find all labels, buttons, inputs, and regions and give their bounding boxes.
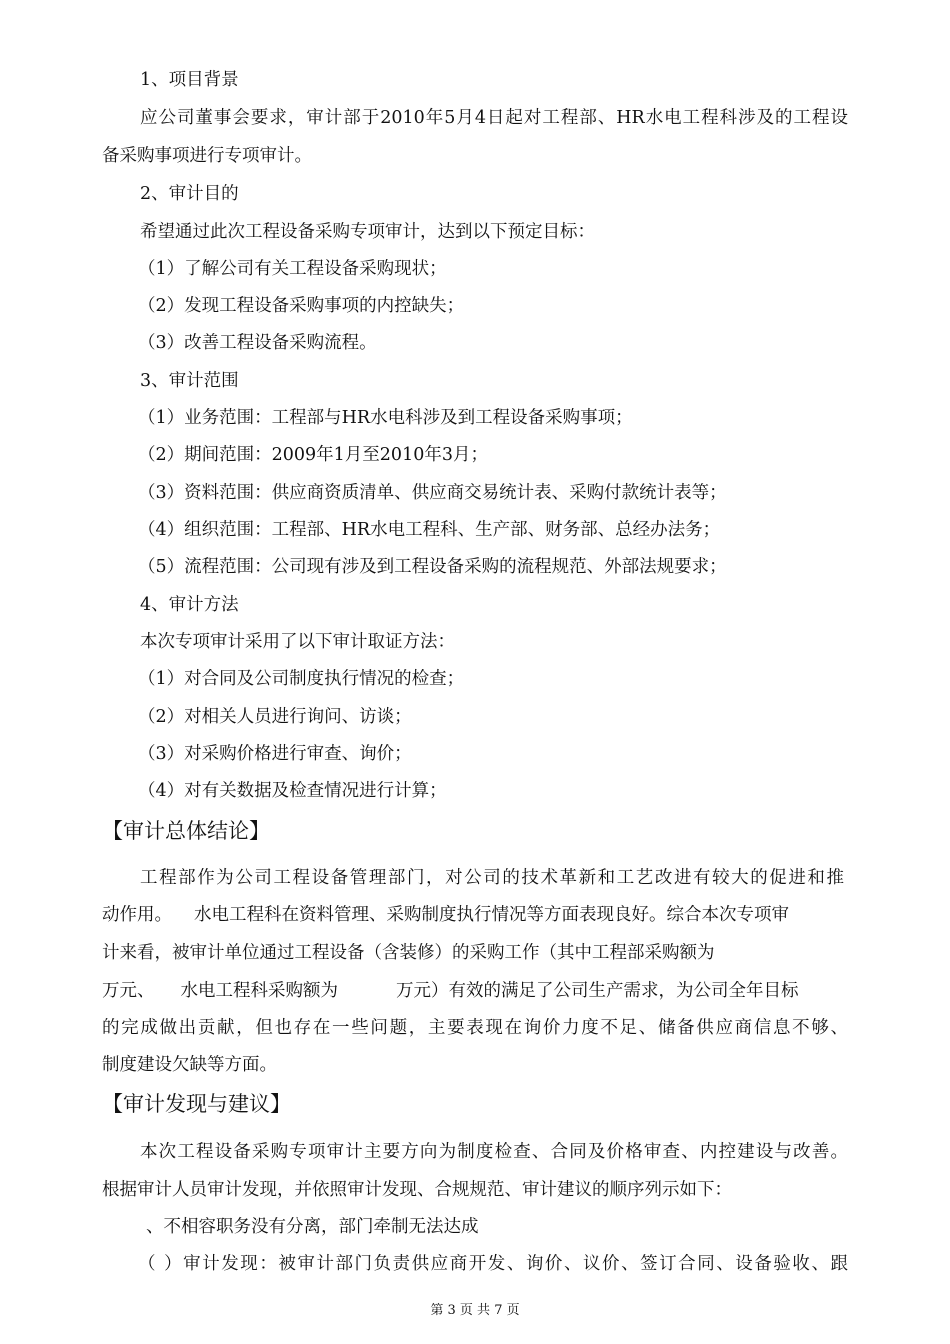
text-run: 动作用。 [102, 905, 172, 925]
paragraph-line: 工程部作为公司工程设备管理部门，对公司的技术革新和工艺改进有较大的促进和推 [140, 868, 844, 888]
list-item: （5）流程范围：公司现有涉及到工程设备采购的流程规范、外部法规要求； [138, 557, 727, 577]
section-heading-conclusion: 【审计总体结论】 [102, 819, 270, 843]
list-item: （2）对相关人员进行询问、访谈； [138, 707, 412, 727]
paragraph-line: 的完成做出贡献，但也存在一些问题，主要表现在询价力度不足、储备供应商信息不够、 [102, 1018, 848, 1038]
finding-item: 、不相容职务没有分离，部门牵制无法达成 [146, 1217, 479, 1237]
section-heading-purpose: 2、审计目的 [140, 184, 239, 204]
list-item: （1）业务范围：工程部与HR水电科涉及到工程设备采购事项； [138, 408, 633, 428]
paragraph-line: 应公司董事会要求，审计部于2010年5月4日起对工程部、HR水电工程科涉及的工程设 [140, 108, 848, 128]
section-heading-background: 1、项目背景 [140, 70, 239, 90]
finding-detail: （ ）审计发现：被审计部门负责供应商开发、询价、议价、签订合同、设备验收、跟 [138, 1254, 848, 1274]
section-heading-method: 4、审计方法 [140, 595, 239, 615]
paragraph-line: 计来看，被审计单位通过工程设备（含装修）的采购工作（其中工程部采购额为 [102, 943, 715, 963]
paragraph-line [102, 903, 789, 927]
list-item: （3）对采购价格进行审查、询价； [138, 744, 412, 764]
list-item: （2）期间范围：2009年1月至2010年3月； [138, 445, 488, 465]
paragraph-line: 本次工程设备采购专项审计主要方向为制度检查、合同及价格审查、内控建设与改善。 [140, 1142, 848, 1162]
list-item: （1）了解公司有关工程设备采购现状； [138, 259, 447, 279]
paragraph-line: 根据审计人员审计发现，并依照审计发现、合规规范、审计建议的顺序列示如下： [102, 1180, 732, 1200]
paragraph-line [102, 979, 799, 1003]
text-run: 万元）有效的满足了公司生产需求，为公司全年目标 [396, 981, 799, 1001]
text-run: 水电工程科采购额为 [180, 981, 338, 1001]
paragraph-line: 制度建设欠缺等方面。 [102, 1055, 277, 1075]
page-footer: 第 3 页 共 7 页 [430, 1303, 520, 1318]
list-item: （1）对合同及公司制度执行情况的检查； [138, 669, 465, 689]
paragraph-line: 本次专项审计采用了以下审计取证方法： [140, 632, 455, 652]
list-item: （4）对有关数据及检查情况进行计算； [138, 781, 447, 801]
section-heading-findings: 【审计发现与建议】 [102, 1092, 291, 1116]
paragraph-line: 备采购事项进行专项审计。 [102, 146, 312, 166]
text-run: 万元、 [102, 981, 155, 1001]
list-item: （2）发现工程设备采购事项的内控缺失； [138, 296, 465, 316]
list-item: （4）组织范围：工程部、HR水电工程科、生产部、财务部、总经办法务； [138, 520, 721, 540]
paragraph-line: 希望通过此次工程设备采购专项审计，达到以下预定目标： [140, 222, 595, 242]
list-item: （3）资料范围：供应商资质清单、供应商交易统计表、采购付款统计表等； [138, 483, 727, 503]
section-heading-scope: 3、审计范围 [140, 371, 239, 391]
text-run: 水电工程科在资料管理、采购制度执行情况等方面表现良好。综合本次专项审 [194, 905, 789, 925]
list-item: （3）改善工程设备采购流程。 [138, 333, 377, 353]
